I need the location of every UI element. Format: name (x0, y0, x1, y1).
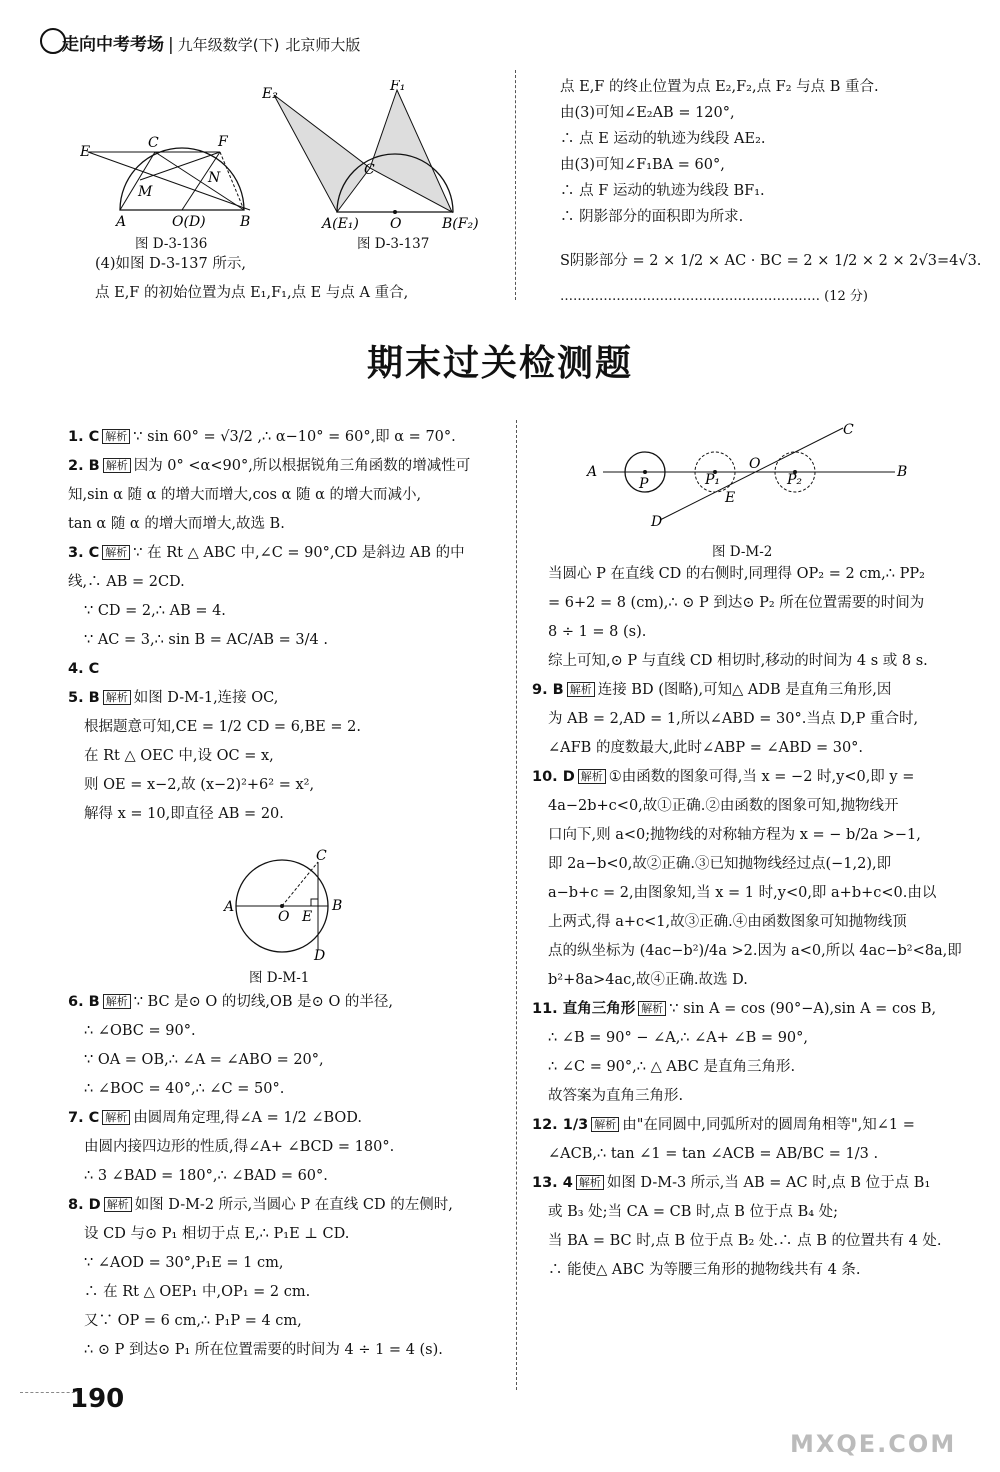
solution-line (68, 1249, 508, 1278)
solution-text: 设 CD 与⊙ P₁ 相切于点 E,∴ P₁E ⊥ CD. (84, 1226, 350, 1242)
solution-line (532, 792, 972, 821)
page-number: 190 (70, 1384, 125, 1414)
solution-line (68, 713, 508, 742)
solution-text: 或 B₃ 处;当 CA = CB 时,点 B 位于点 B₄ 处; (548, 1204, 839, 1220)
solution-line (532, 1082, 972, 1111)
analysis-tag: 解析 (638, 1001, 666, 1016)
solution-text: 由"在同圆中,同弧所对的圆周角相等",知∠1 = (622, 1117, 915, 1133)
question-number: 3. C (68, 545, 100, 561)
header-separator: | (168, 35, 174, 55)
solution-line (68, 626, 508, 655)
analysis-tag: 解析 (103, 994, 131, 1009)
solution-text: 4a−2b+c<0,故①正确.②由函数的图象可知,抛物线开 (548, 798, 899, 814)
solution-line (532, 966, 972, 995)
solution-text: 在 Rt △ OEC 中,设 OC = x, (84, 748, 274, 764)
fig136-label-A: A (116, 214, 127, 230)
caption-d-3-137: 图 D-3-137 (357, 236, 430, 252)
solution-line (532, 995, 972, 1024)
solution-text: 8 ÷ 1 = 8 (s). (548, 624, 647, 640)
text-line: 由(3)可知∠F₁BA = 60°, (560, 157, 725, 173)
analysis-tag: 解析 (103, 690, 131, 705)
solution-line (68, 1017, 508, 1046)
solution-line (68, 510, 508, 539)
solution-line (68, 800, 508, 829)
text-line: (4)如图 D-3-137 所示, (95, 256, 246, 272)
solution-text: ∠AFB 的度数最大,此时∠ABP = ∠ABD = 30°. (548, 740, 864, 756)
solution-text: 线,∴ AB = 2CD. (68, 574, 185, 590)
figm2-label-P1: P₁ (705, 472, 721, 488)
figm1-label-B: B (332, 898, 343, 914)
solution-text: ∴ ∠C = 90°,∴ △ ABC 是直角三角形. (548, 1059, 796, 1075)
text-line: 点 E,F 的初始位置为点 E₁,F₁,点 E 与点 A 重合, (95, 285, 409, 301)
solution-text: 又∵ OP = 6 cm,∴ P₁P = 4 cm, (84, 1313, 302, 1329)
column-divider (515, 70, 516, 300)
solution-text: ∵ ∠AOD = 30°,P₁E = 1 cm, (84, 1255, 284, 1271)
question-number: 9. B (532, 682, 564, 698)
solution-text: ∵ BC 是⊙ O 的切线,OB 是⊙ O 的半径, (133, 994, 394, 1010)
column-divider (516, 420, 517, 1390)
fig136-label-C: C (148, 135, 159, 151)
question-number: 2. B (68, 458, 100, 474)
text-line: ∴ 阴影部分的面积即为所求. (560, 209, 744, 225)
solution-text: 当 BA = BC 时,点 B 位于点 B₂ 处.∴ 点 B 的位置共有 4 处. (548, 1233, 942, 1249)
solution-line (532, 908, 972, 937)
solution-line (532, 647, 972, 676)
fig137-label-E2: E₂ (262, 86, 278, 102)
solution-line (68, 1220, 508, 1249)
solution-line (68, 568, 508, 597)
solution-line (532, 618, 972, 647)
fig136-label-OD: O(D) (172, 214, 206, 230)
fig137-label-BF2: B(F₂) (442, 216, 479, 230)
solution-line (532, 589, 972, 618)
solution-line (68, 1075, 508, 1104)
question-number: 6. B (68, 994, 100, 1010)
solution-text: ∴ ⊙ P 到达⊙ P₁ 所在位置需要的时间为 4 ÷ 1 = 4 (s). (84, 1342, 443, 1358)
left-column-part2 (68, 988, 508, 1365)
solution-line (68, 1191, 508, 1220)
solution-text: ∵ sin A = cos (90°−A),sin A = cos B, (669, 1001, 937, 1017)
solution-line (68, 684, 508, 713)
solution-text: ∴ 能使△ ABC 为等腰三角形的抛物线共有 4 条. (548, 1262, 861, 1278)
analysis-tag: 解析 (591, 1117, 619, 1132)
text-line: 由(3)可知∠E₂AB = 120°, (560, 105, 735, 121)
solution-line (532, 850, 972, 879)
solution-text: ∵ sin 60° = √3/2 ,∴ α−10° = 60°,即 α = 70°. (133, 429, 456, 445)
question-number: 4. C (68, 661, 100, 677)
solution-text: ①由函数的图象可得,当 x = −2 时,y<0,即 y = (608, 769, 915, 785)
solution-line (68, 423, 508, 452)
solution-line (68, 539, 508, 568)
question-number: 12. 1/3 (532, 1117, 589, 1133)
solution-text: 点的纵坐标为 (4ac−b²)/4a >2.因为 a<0,所以 4ac−b²<8a,即 (548, 943, 962, 959)
solution-line (532, 821, 972, 850)
text-line: S阴影部分 = 2 × 1/2 × AC · BC = 2 × 1/2 × 2 × 2√3=4√3. (560, 253, 982, 269)
figm1-label-C: C (316, 848, 327, 864)
analysis-tag: 解析 (102, 545, 130, 560)
solution-text: ∴ 在 Rt △ OEP₁ 中,OP₁ = 2 cm. (84, 1284, 311, 1300)
top-right-text (560, 74, 982, 310)
analysis-tag: 解析 (102, 429, 130, 444)
solution-line (532, 763, 972, 792)
header-edition: 北京师大版 (285, 36, 361, 54)
caption-d-m-1: 图 D-M-1 (249, 970, 310, 986)
top-left-text (95, 250, 505, 308)
solution-line (68, 452, 508, 481)
fig136-label-F: F (218, 134, 228, 150)
solution-text: 如图 D-M-3 所示,当 AB = AC 时,点 B 位于点 B₁ (606, 1175, 931, 1191)
solution-text: ∴ ∠BOC = 40°,∴ ∠C = 50°. (84, 1081, 285, 1097)
solution-line (532, 1111, 972, 1140)
solution-text: 综上可知,⊙ P 与直线 CD 相切时,移动的时间为 4 s 或 8 s. (548, 653, 928, 669)
solution-line (68, 1104, 508, 1133)
solution-text: 连接 BD (图略),可知△ ADB 是直角三角形,因 (597, 682, 892, 698)
solution-line (68, 1162, 508, 1191)
caption-d-3-136: 图 D-3-136 (135, 236, 208, 252)
fig136-label-N: N (208, 170, 221, 186)
solution-line (532, 1024, 972, 1053)
solution-line (532, 1227, 972, 1256)
solution-text: tan α 随 α 的增大而增大,故选 B. (68, 516, 285, 532)
figure-d-m-1 (222, 848, 352, 963)
solution-line (532, 676, 972, 705)
solution-text: a−b+c = 2,由图象知,当 x = 1 时,y<0,即 a+b+c<0.由以 (548, 885, 937, 901)
solution-line (68, 742, 508, 771)
caption-d-m-2: 图 D-M-2 (712, 544, 773, 560)
figm1-label-E: E (302, 909, 313, 925)
text-line: 点 E,F 的终止位置为点 E₂,F₂,点 F₂ 与点 B 重合. (560, 79, 879, 95)
figm2-label-E: E (725, 490, 736, 506)
solution-line (532, 1140, 972, 1169)
figm2-label-C: C (843, 422, 854, 438)
solution-text: ∵ 在 Rt △ ABC 中,∠C = 90°,CD 是斜边 AB 的中 (133, 545, 465, 561)
figm1-label-D: D (314, 948, 326, 963)
text-line: ∴ 点 F 运动的轨迹为线段 BF₁. (560, 183, 765, 199)
solution-text: 由圆内接四边形的性质,得∠A+ ∠BCD = 180°. (84, 1139, 395, 1155)
solution-text: 根据题意可知,CE = 1/2 CD = 6,BE = 2. (84, 719, 361, 735)
solution-line (68, 1046, 508, 1075)
solution-text: ∴ ∠B = 90° − ∠A,∴ ∠A+ ∠B = 90°, (548, 1030, 809, 1046)
solution-text: ∴ ∠OBC = 90°. (84, 1023, 196, 1039)
solution-text: ∵ CD = 2,∴ AB = 4. (84, 603, 226, 619)
solution-line (532, 560, 972, 589)
solution-line (68, 1278, 508, 1307)
solution-text: 口向下,则 a<0;抛物线的对称轴方程为 x = − b/2a >−1, (548, 827, 921, 843)
solution-text: = 6+2 = 8 (cm),∴ ⊙ P 到达⊙ P₂ 所在位置需要的时间为 (548, 595, 925, 611)
figm2-label-D: D (651, 514, 663, 530)
figm2-label-A: A (587, 464, 598, 480)
fig137-label-C: C (364, 162, 375, 178)
solution-line (68, 988, 508, 1017)
fig136-label-B: B (240, 214, 251, 230)
solution-text: 即 2a−b<0,故②正确.③已知抛物线经过点(−1,2),即 (548, 856, 892, 872)
solution-line (532, 937, 972, 966)
solution-line (68, 771, 508, 800)
solution-line (532, 734, 972, 763)
analysis-tag: 解析 (104, 1197, 132, 1212)
solution-text: 如图 D-M-2 所示,当圆心 P 在直线 CD 的左侧时, (134, 1197, 453, 1213)
solution-text: 知,sin α 随 α 的增大而增大,cos α 随 α 的增大而减小, (68, 487, 422, 503)
solution-text: b²+8a>4ac,故④正确.故选 D. (548, 972, 748, 988)
header-brand: 走向中考考场 (62, 35, 164, 55)
question-number: 5. B (68, 690, 100, 706)
solution-line (68, 655, 508, 684)
question-number: 1. C (68, 429, 100, 445)
section-title: 期末过关检测题 (366, 343, 633, 384)
solution-text: ∠ACB,∴ tan ∠1 = tan ∠ACB = AB/BC = 1/3 . (548, 1146, 879, 1162)
solution-line (532, 1053, 972, 1082)
analysis-tag: 解析 (576, 1175, 604, 1190)
figm2-label-P: P (639, 476, 649, 492)
left-column-part1 (68, 423, 508, 829)
figm2-label-B: B (897, 464, 908, 480)
solution-text: 则 OE = x−2,故 (x−2)²+6² = x², (84, 777, 315, 793)
figure-d-m-2 (585, 420, 915, 540)
solution-line (68, 1133, 508, 1162)
solution-text: 为 AB = 2,AD = 1,所以∠ABD = 30°.当点 D,P 重合时, (548, 711, 919, 727)
question-number: 7. C (68, 1110, 100, 1126)
figure-d-3-136 (80, 130, 270, 230)
right-column (532, 560, 972, 1285)
question-number: 11. 直角三角形 (532, 1001, 636, 1017)
watermark: MXQE.COM (790, 1430, 957, 1458)
question-number: 8. D (68, 1197, 101, 1213)
solution-line (532, 1256, 972, 1285)
fig136-label-M: M (138, 184, 153, 200)
solution-text: 因为 0° <α<90°,所以根据锐角三角函数的增减性可 (133, 458, 471, 474)
solution-text: 当圆心 P 在直线 CD 的右侧时,同理得 OP₂ = 2 cm,∴ PP₂ (548, 566, 925, 582)
solution-line (532, 705, 972, 734)
analysis-tag: 解析 (567, 682, 595, 697)
fig137-label-F1: F₁ (390, 80, 406, 94)
running-header (62, 30, 360, 55)
analysis-tag: 解析 (578, 769, 606, 784)
analysis-tag: 解析 (103, 458, 131, 473)
solution-text: 由圆周角定理,得∠A = 1/2 ∠BOD. (133, 1110, 363, 1126)
solution-text: ∵ OA = OB,∴ ∠A = ∠ABO = 20°, (84, 1052, 324, 1068)
figm1-label-A: A (224, 899, 235, 915)
analysis-tag: 解析 (102, 1110, 130, 1125)
figm1-label-O: O (278, 909, 290, 925)
solution-text: 上两式,得 a+c<1,故③正确.④由函数图象可知抛物线顶 (548, 914, 907, 930)
figure-d-3-137 (262, 80, 482, 230)
solution-text: 故答案为直角三角形. (548, 1088, 684, 1104)
solution-line (68, 597, 508, 626)
question-number: 10. D (532, 769, 575, 785)
solution-text: 如图 D-M-1,连接 OC, (133, 690, 279, 706)
fig136-label-E: E (80, 144, 91, 160)
figm2-label-O: O (749, 456, 761, 472)
solution-line (532, 879, 972, 908)
solution-line (68, 481, 508, 510)
solution-line (532, 1198, 972, 1227)
text-line: …………………………………………………… (12 分) (560, 289, 868, 304)
header-book: 九年级数学(下) (177, 36, 280, 54)
solution-text: ∴ 3 ∠BAD = 180°,∴ ∠BAD = 60°. (84, 1168, 328, 1184)
solution-line (68, 1307, 508, 1336)
solution-line (532, 1169, 972, 1198)
solution-text: ∵ AC = 3,∴ sin B = AC/AB = 3/4 . (84, 632, 328, 648)
solution-text: 解得 x = 10,即直径 AB = 20. (84, 806, 284, 822)
figm2-label-P2: P₂ (787, 472, 803, 488)
text-line: ∴ 点 E 运动的轨迹为线段 AE₂. (560, 131, 766, 147)
solution-line (68, 1336, 508, 1365)
question-number: 13. 4 (532, 1175, 573, 1191)
fig137-label-AE1: A(E₁) (322, 216, 359, 230)
fig137-label-O: O (390, 216, 402, 230)
